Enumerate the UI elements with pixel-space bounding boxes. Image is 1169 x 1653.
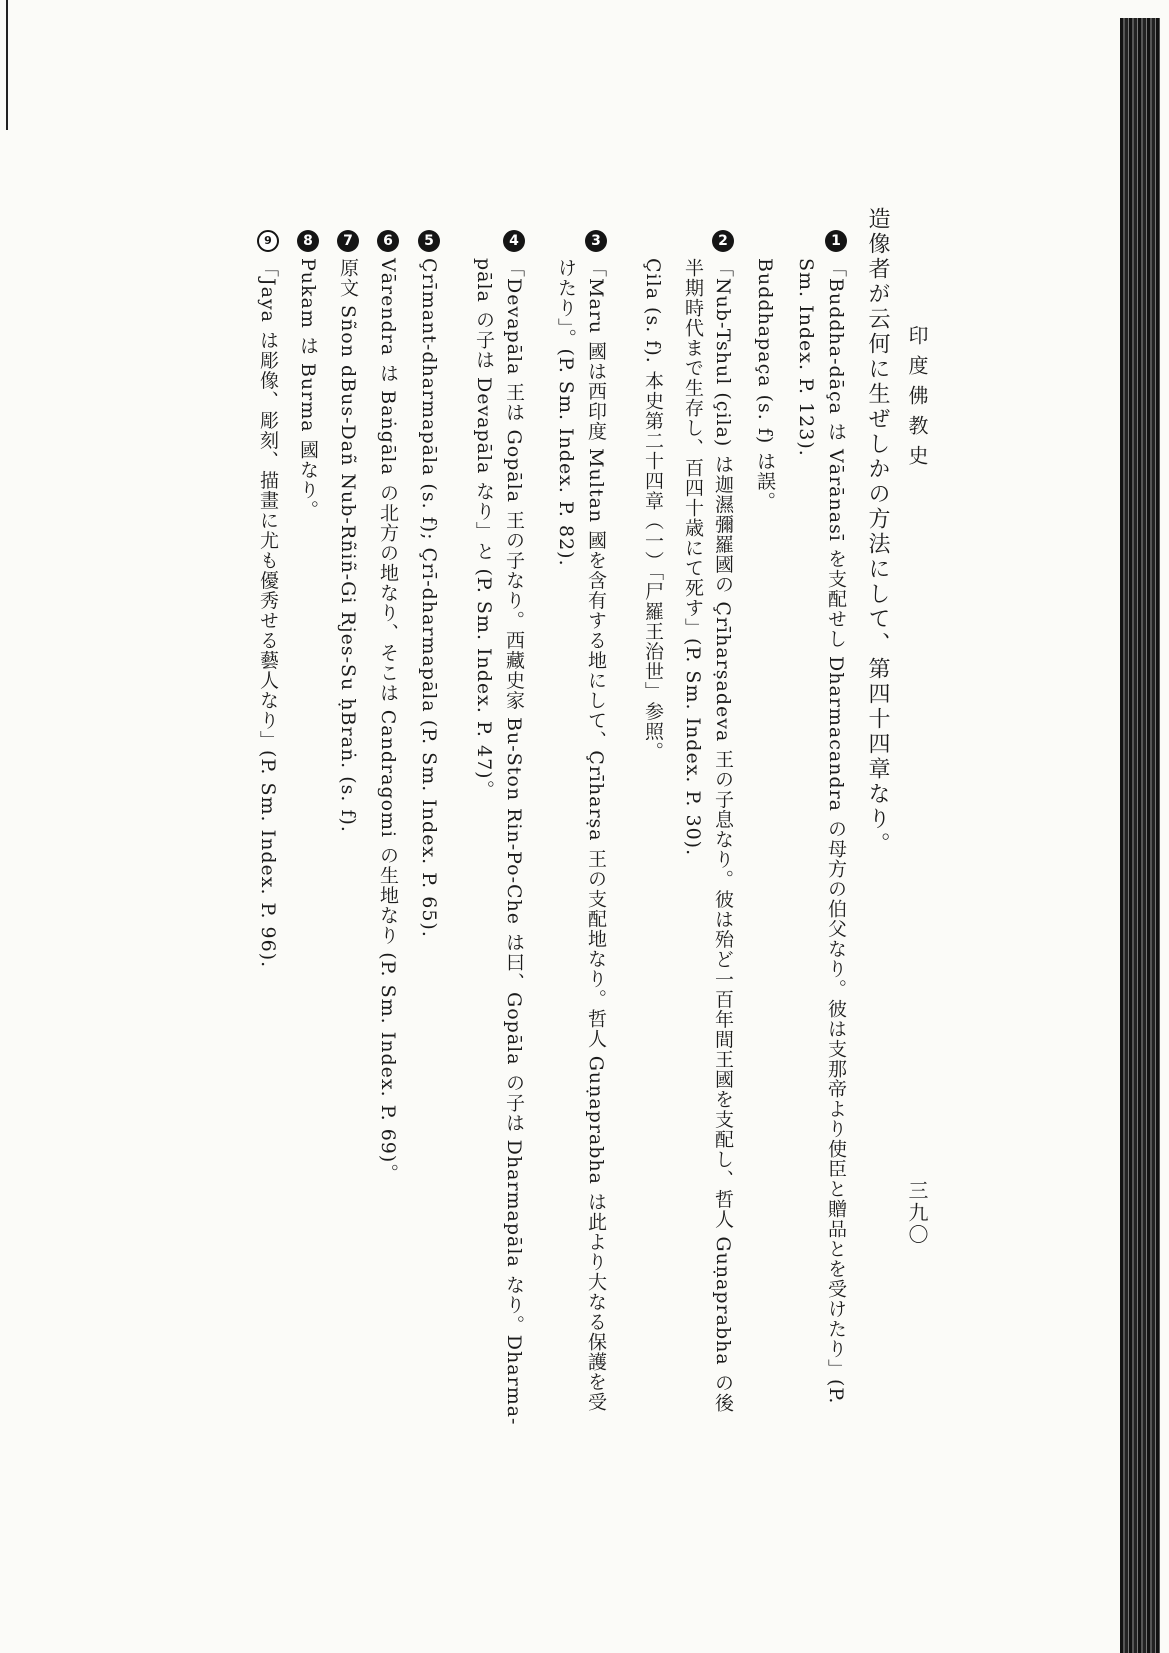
note-marker-7: 7 [337, 230, 359, 252]
note-6-line-1: Vārendra は Baṅgāla の北方の地なり、そこは Candragomi の生地なり (P. Sm. Index. P. 69)。 [377, 258, 399, 1184]
note-3-line-1: 「Maru 國は西印度 Multan 國を含有する地にして、Çrīharṣa 王の支配地なり。哲人 Guṇaprabha は此より大なる保護を受 [585, 258, 607, 1413]
note-9-line-1: 「Jaya は彫像、彫刻、描畫に尤も優秀せる藝人なり」(P. Sm. Index. P. 96). [257, 258, 279, 969]
note-marker-6: 6 [377, 230, 399, 252]
note-marker-1: 1 [825, 230, 847, 252]
note-2-line-3: Çila (s. f). 本史第二十四章（一）「尸羅王治世」参照。 [642, 258, 664, 762]
page-number: 三九〇 [905, 1180, 929, 1246]
running-title: 印度佛教史 [905, 325, 929, 475]
note-2-line-2: 半期時代まで生存し、百四十歳にて死す」(P. Sm. Index. P. 30). [682, 258, 704, 857]
note-marker-9: 9 [257, 230, 279, 252]
note-marker-8: 8 [297, 230, 319, 252]
note-marker-2: 2 [712, 230, 734, 252]
note-3-line-2: けたり」。(P. Sm. Index. P. 82). [555, 258, 577, 567]
note-1-line-2: Sm. Index. P. 123). [795, 258, 817, 457]
note-2-line-1: 「Nub-Tshul (çila) は迦濕彌羅國の Çrīharṣadeva 王の子息なり。彼は殆ど一百年間王國を支配し、哲人 Guṇaprabha の後 [712, 258, 734, 1413]
note-marker-4: 4 [503, 230, 525, 252]
scan-edge-line [6, 0, 8, 130]
note-7-line-1: 原文 Sñon dBus-Dañ Nub-Rñiñ-Gi Rjes-Su ḥBraṅ. (s. f). [337, 258, 359, 833]
note-5-line-1: Çrīmant-dharmapāla (s. f); Çrī-dharmapāla (P. Sm. Index. P. 65). [418, 258, 440, 938]
note-8-line-1: Pukam は Burma 國なり。 [297, 258, 319, 520]
note-marker-5: 5 [418, 230, 440, 252]
note-4-line-2: pāla の子は Devapāla なり」と (P. Sm. Index. P. 47)。 [473, 258, 495, 800]
note-1-line-1: 「Buddha-dāça は Vārānasī を支配せし Dharmacandra の母方の伯父なり。彼は支那帝より使臣と贈品とを受けたり」(P. [825, 258, 847, 1405]
book-binding-edge [1120, 18, 1160, 1653]
heading-line: 造像者が云何に生ぜしかの方法にして、第四十四章なり。 [865, 207, 890, 857]
note-4-line-1: 「Devapāla 王は Gopāla 王の子なり。西藏史家 Bu-Ston Rin-Po-Che は曰、Gopāla の子は Dharmapāla なり。Dharma- [503, 258, 525, 1426]
note-1-line-3: Buddhapaça (s. f) は誤。 [754, 258, 776, 512]
note-marker-3: 3 [585, 230, 607, 252]
